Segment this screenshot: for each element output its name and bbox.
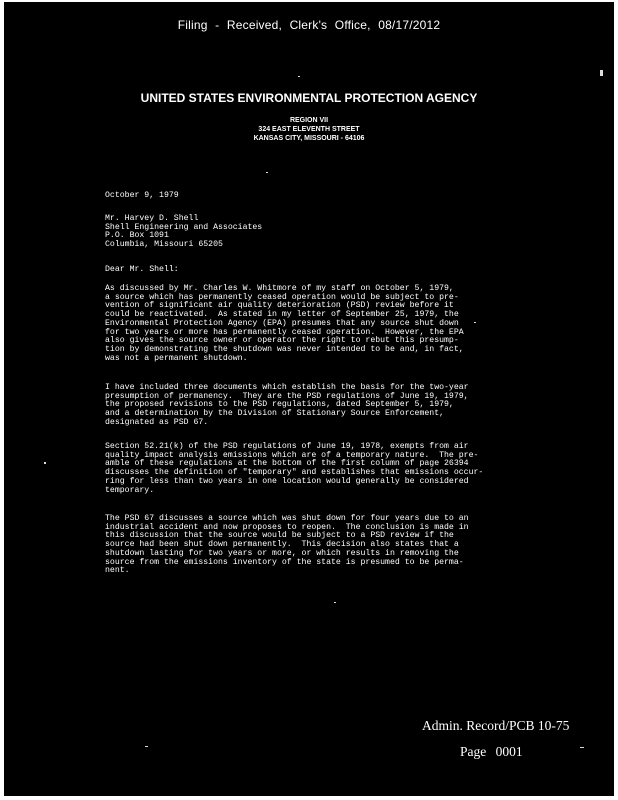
paragraph-1: As discussed by Mr. Charles W. Whitmore of my staff on October 5, 1979, a source which has permanently ceased operation would be subject to pre- vention of significant air quality deterioration (PSD) review before it could be reactivated. As stated in my letter of September 25, 1979, the Environmental Protection Agency (EPA) presumes that any source shut down for two years or more has permanently ceased operation. However, the EPA also gives the source owner or operator the right to rebut this presump- tion by demonstrating the shutdown was never intended to be and, in fact, was not a permanent shutdown. <box>105 284 464 363</box>
scan-speck <box>580 747 584 748</box>
recipient-line: Shell Engineering and Associates <box>105 222 263 232</box>
agency-region: REGION VII <box>289 117 329 124</box>
recipient-line: Mr. Harvey D. Shell <box>105 214 199 223</box>
agency-name: UNITED STATES ENVIRONMENTAL PROTECTION AGENCY <box>140 91 478 105</box>
scanned-letter-page <box>4 2 614 796</box>
paragraph-3: Section 52.21(k) of the PSD regulations of June 19, 1978, exempts from air quality impact analysis emissions which are of a temporary nature. The pre- amble of these regulations at the bottom of the first column of page 26394 discusses the definition of "temporary" and establishes that emissions occur- ring for less than two years in one location would generally be considered temporary. <box>105 442 484 495</box>
agency-address <box>4 116 614 143</box>
scan-speck <box>44 462 46 464</box>
letter-date: October 9, 1979 <box>105 191 179 200</box>
recipient-line: P.O. Box 1091 <box>105 231 169 241</box>
scan-speck <box>298 76 300 77</box>
scan-speck <box>334 602 336 603</box>
recipient-address <box>105 215 262 250</box>
scan-speck <box>266 172 268 173</box>
agency-city: KANSAS CITY, MISSOURI - 64106 <box>253 135 365 142</box>
paragraph-4: The PSD 67 discusses a source which was shut down for four years due to an industrial accident and now proposes to reopen. The conclusion is made in this discussion that the source would be subject to a PSD review if the source had been shut down permanently. This decision also states that a shutdown lasting for two years or more, or which results in removing the source from the emissions inventory of the state is presumed to be perma- nent. <box>105 514 469 576</box>
salutation: Dear Mr. Shell: <box>105 265 179 274</box>
filing-stamp: Filing - Received, Clerk's Office, 08/17/2012 <box>177 18 441 32</box>
paragraph-2: I have included three documents which establish the basis for the two-year presumption of permanency. They are the PSD regulations of June 19, 1979, the proposed revisions to the PSD regulations, dated September 5, 1979, and a determination by the Division of Stationary Source Enforcement, designated as PSD 67. <box>105 383 469 427</box>
agency-street: 324 EAST ELEVENTH STREET <box>258 126 360 133</box>
scan-speck <box>474 322 476 323</box>
scan-speck <box>600 70 603 76</box>
scan-speck <box>145 746 148 747</box>
recipient-line: Columbia, Missouri 65205 <box>105 240 223 250</box>
admin-record-stamp: Admin. Record/PCB 10-75 <box>422 718 570 733</box>
page-number-stamp: Page 0001 <box>460 744 523 759</box>
